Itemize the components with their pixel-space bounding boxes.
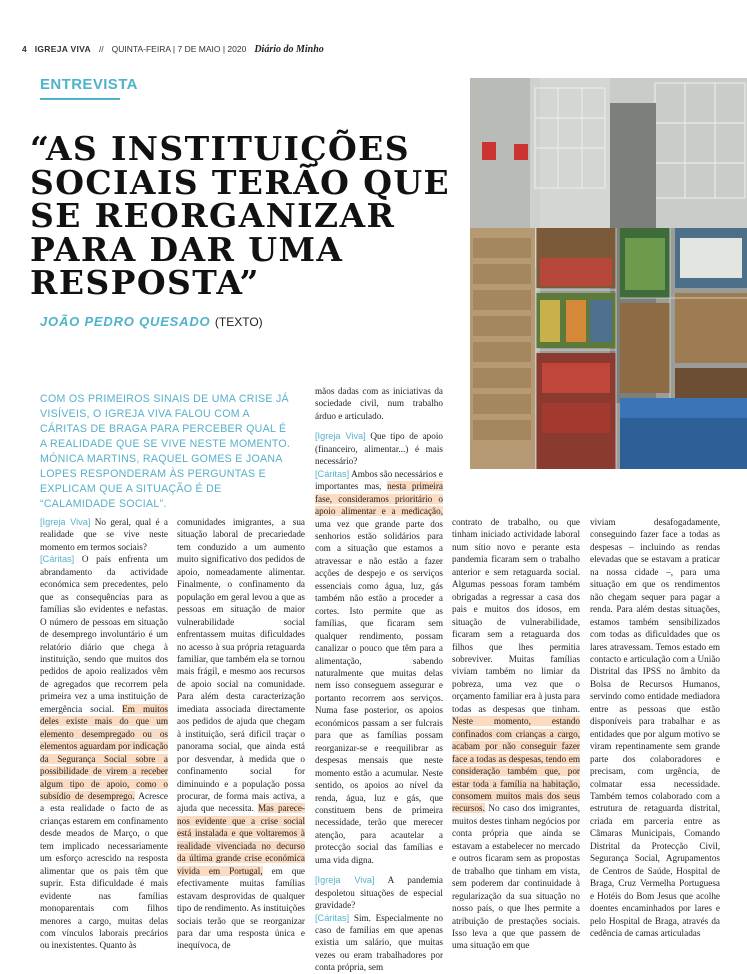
question-text: Que tipo de apoio (financeiro, alimentar...) é mais necessário? bbox=[315, 431, 443, 467]
interviewer-tag: [Igreja Viva] bbox=[315, 431, 366, 442]
answer-text-continued: Acresce a esta realidade o facto de as crianças estarem em confinamento desde meados de Março, o que tem implicado necessariamente um esforço acrescido na resposta alimentar que os pais têm que suprir. Esta dificuldade é mais evidente nas famílias monoparentais com filhos menores a cargo, muitas delas com vínculos laborais precários ou inexistentes. Quanto às bbox=[40, 790, 168, 951]
text-column-3 bbox=[315, 385, 443, 974]
highlighted-passage: Em muitos deles existe mais do que um elemento desempregado ou os elementos aguardam por indicação da Segurança Social sobre a possibilidade de virem a receber algum tipo de apoio, como o subsídio de desemprego. bbox=[40, 703, 168, 801]
masthead-logo: Diário do Minho bbox=[254, 43, 324, 55]
paragraph-a2 bbox=[315, 468, 443, 867]
section-name: IGREJA VIVA bbox=[34, 44, 91, 54]
author-role: (TEXTO) bbox=[214, 315, 263, 329]
text-column-2 bbox=[177, 516, 305, 952]
page-number: 4 bbox=[22, 44, 27, 54]
interviewer-tag: [Igreja Viva] bbox=[315, 875, 375, 886]
kicker-underline bbox=[40, 98, 120, 100]
section-kicker: ENTREVISTA bbox=[40, 76, 138, 93]
article-lead: COM OS PRIMEIROS SINAIS DE UMA CRISE JÁ VISÍVEIS, O IGREJA VIVA FALOU COM A CÁRITAS DE BRAGA PARA PERCEBER QUAL É A REALIDADE QUE SE VIVE NESTE MOMENTO. MÓNICA MARTINS, RAQUEL GOMES E JOANA LOPES RESPONDERAM ÀS PERGUNTAS E EXPLICAM QUE A SITUAÇÃO É DE “CALAMIDADE SOCIAL”. bbox=[40, 393, 291, 510]
body-text: mãos dadas com as iniciativas da sociedade civil, num trabalho árduo e articulado. bbox=[315, 386, 443, 421]
highlighted-passage: Neste momento, estando confinados com crianças a cargo, acabam por não conseguir fazer face a todas as despesas, tendo em consideração também que, por estar toda a família na habitação, consomem muitos mais dos seus recursos. bbox=[452, 716, 580, 814]
highlighted-passage: nesta primeira fase, consideramos prioritário o apoio alimentar e a medicação, bbox=[315, 481, 443, 517]
paragraph-q2 bbox=[315, 430, 443, 467]
body-text-continued: No caso dos imigrantes, muitos destes tinham negócios por conta própria que ainda se estavam a estabelecer no mercado e outros ficaram sem as propostas de trabalho que tinham em vista, sem poderem dar continuidade à regularização da sua situação no nosso país, o que lhes permite a atribuição de prestações sociais. Isso leva a que que passem de uma situação em que bbox=[452, 803, 580, 951]
text-column-1 bbox=[40, 516, 168, 952]
text-column-4 bbox=[452, 516, 580, 952]
paragraph-q1 bbox=[40, 516, 168, 553]
paragraph-continued bbox=[452, 516, 580, 952]
warehouse-shelves-illustration bbox=[470, 78, 747, 469]
article-photo bbox=[470, 78, 747, 469]
question-text: No geral, qual é a realidade que se vive neste momento em termos sociais? bbox=[40, 517, 168, 552]
paragraph-continued bbox=[177, 516, 305, 952]
paragraph-continued bbox=[315, 385, 443, 422]
paragraph-continued bbox=[590, 516, 720, 939]
text-column-5 bbox=[590, 516, 720, 939]
byline bbox=[40, 313, 263, 331]
interviewee-tag: [Cáritas] bbox=[315, 912, 350, 923]
paragraph-a1 bbox=[40, 553, 168, 952]
author-name: JOÃO PEDRO QUESADO bbox=[40, 314, 211, 329]
body-text: comunidades imigrantes, a sua situação laboral de precariedade tem conduzido a um aumento muito significativo dos pedidos de apoio, nomeadamente alimentar. Finalmente, o confinamento da população em geral levou a que as pessoas em situação de maior vulnerabilidade social enfrentassem muitas dificuldades no acesso à sua própria retaguarda familiar, que também ela se tornou mais frágil, e mesmo aos recursos de apoio social na comunidade. Para além desta caracterização imediata associada directamente aos pedidos de ajuda que chegam à instituição, será difícil traçar o panorama social, que ainda está por desvendar, à medida que o confinamento social for diminuindo e a população possa procurar, de forma mais activa, a ajuda que necessita. bbox=[177, 517, 305, 814]
highlighted-passage: Mas parece-nos evidente que a crise social está instalada e que voltaremos à realidade vivenciada no decurso da última grande crise económica vivida em Portugal, bbox=[177, 803, 305, 876]
interviewee-tag: [Cáritas] bbox=[315, 468, 350, 479]
interviewer-tag: [Igreja Viva] bbox=[40, 517, 91, 527]
answer-text: Ambos são necessários e importantes mas, bbox=[315, 468, 443, 492]
body-text-continued: em que efectivamente muitas famílias estavam desprovidas de qualquer tipo de rendimento. As instituições sociais terão que se reorganizar para dar uma resposta única e inequívoca, de bbox=[177, 865, 305, 951]
article-headline: “AS INSTITUIÇÕES SOCIAIS TERÃO QUE SE REORGANIZAR PARA DAR UMA RESPOSTA” bbox=[30, 129, 451, 302]
body-text: contrato de trabalho, ou que tinham iniciado actividade laboral num sítio novo e perante esta pandemia ficaram sem o trabalho anterior e sem retaguarda social. Algumas pessoas foram também obrigadas a regressar a casa dos pais e muitos dos idosos, em situação de vulnerabilidade, ficaram sem a retaguarda dos filhos que lhes permitia sobreviver. Muitas famílias viviam também no limiar da pobreza, uma vez que o orçamento familiar era à justa para todas as despesas que tinham. bbox=[452, 517, 580, 714]
issue-date: QUINTA-FEIRA | 7 DE MAIO | 2020 bbox=[111, 44, 247, 54]
question-text: A pandemia despoletou situações de especial gravidade? bbox=[315, 875, 443, 911]
header-separator: // bbox=[98, 44, 104, 54]
paragraph-q3 bbox=[315, 874, 443, 911]
page-header bbox=[22, 42, 324, 56]
body-text: viviam desafogadamente, conseguindo fazer face a todas as despesas – incluindo as rendas elevadas que se estavam a praticar na nossa cidade –, para uma situação em que os rendimentos não chegam sequer para pagar a renda. Para além destas situações, estamos também sensibilizados com todas as dificuldades que os lares atravessam. Temos estado em contacto e articulação com a União Distrital das IPSS no âmbito da Bolsa de Recursos Humanos, servindo como entidade mediadora entre as pessoas que estão disponíveis para trabalhar e as entidades que por algum motivo se viram repentinamente sem grande parte dos colaboradores e precisam, com urgência, de colmatar essa necessidade. Também temos colaborado com a estrutura de retaguarda distrital, criada em parceria entre as Câmaras Municipais, Comando Distrital da Protecção Civil, Segurança Social, Agrupamentos de Centros de Saúde, Hospital de Braga, Cruz Vermelha Portuguesa e Hotéis do Bom Jesus que acolhe doentes encaminhados por lares e pelo Hospital de Braga, através da cedência de camas articuladas bbox=[590, 517, 720, 938]
interviewee-tag: [Cáritas] bbox=[40, 554, 75, 565]
answer-text: Sim. Especialmente no caso de famílias em que apenas existia um salário, que muitas vezes ou eram trabalhadores por conta própria, sem bbox=[315, 912, 443, 973]
paragraph-a3 bbox=[315, 912, 443, 974]
answer-text-continued: uma vez que grande parte dos senhorios estão solidários para com a situação que estamos a atravessar e não estão a fazer acções de despejo e os serviços essenciais como água, luz, gás também não estão a proceder a cortes. Isto permite que as famílias, que ficaram sem qualquer rendimento, possam canalizar o pouco que têm para a alimentação, sabendo naturalmente que muitas delas nem isso conseguem assegurar e portanto recorrem aos serviços. Numa fase posterior, os apoios económicos passam a ser fulcrais para que as famílias possam reorganizar-se e reequilibrar as despesas mensais que neste momento estão a acumular. Neste sentido, os apoios ao nível da renda, água, luz e gás, que constituem bens de primeira necessidade, terão que merecer atenção, para acautelar a protecção social das famílias e uma vida digna. bbox=[315, 518, 443, 865]
answer-text: O país enfrenta um abrandamento da actividade económica sem precedentes, pelo que as consequências para as famílias são evidentes e nefastas. O número de pessoas em situação de desemprego involuntário é um relatório diário que chega à instituição, sendo que muitos dos pedidos de apoio realizados vêm de agregados que recorrem pela primeira vez a uma instituição de emergência social. bbox=[40, 554, 168, 714]
